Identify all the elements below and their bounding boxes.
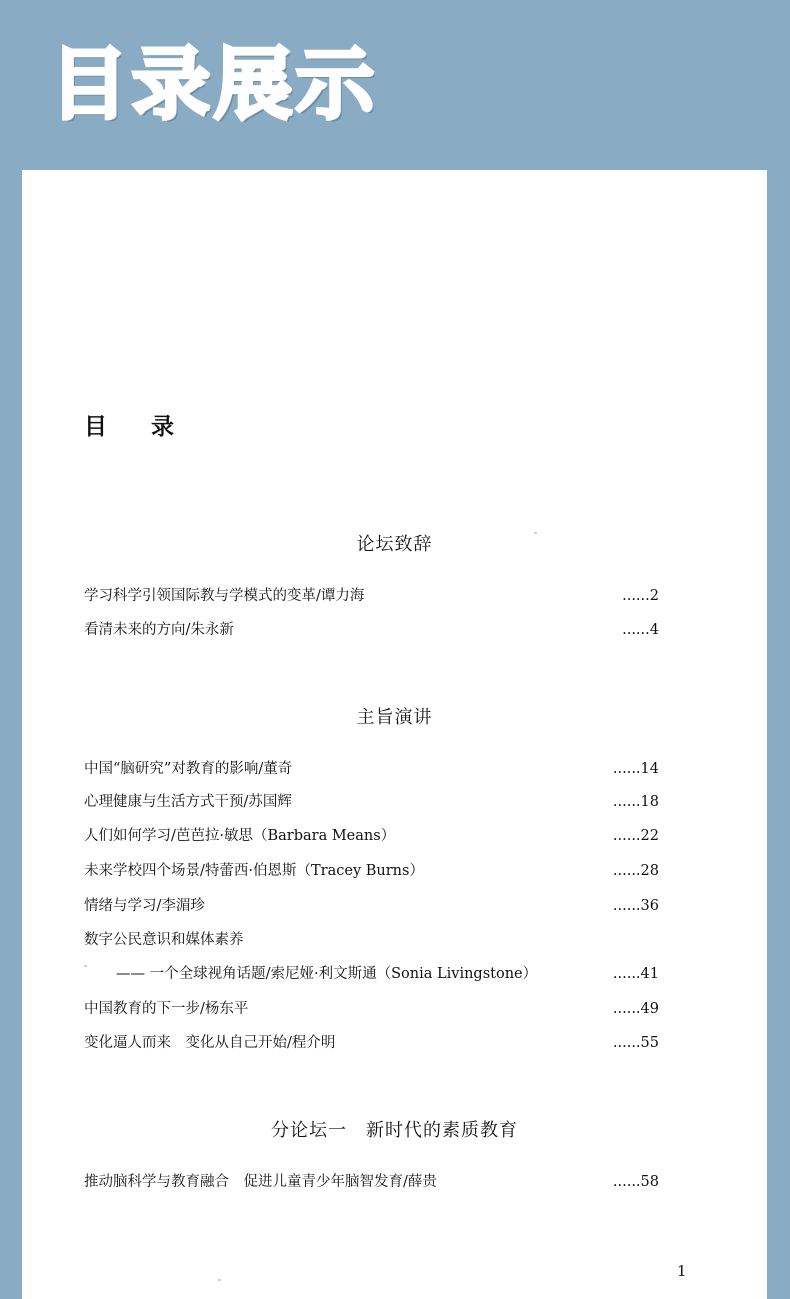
toc-entry[interactable] xyxy=(84,998,659,1020)
toc-entry-page: ......22 xyxy=(612,828,659,844)
toc-page xyxy=(22,170,767,1299)
toc-entry-title: 数字公民意识和媒体素养 xyxy=(84,932,244,948)
toc-entry[interactable] xyxy=(84,825,659,847)
toc-entry-page: ......4 xyxy=(622,622,659,638)
toc-entry-page: ......58 xyxy=(612,1174,659,1190)
toc-entry-title: 情绪与学习/李湄珍 xyxy=(84,898,205,914)
toc-heading: 目 录 xyxy=(84,414,193,440)
print-speck xyxy=(534,532,537,534)
toc-entry-title: 变化逼人而来 变化从自己开始/程介明 xyxy=(84,1035,336,1051)
toc-entry[interactable] xyxy=(84,1032,659,1054)
toc-entry[interactable] xyxy=(84,1171,659,1193)
toc-entry-title: 中国“脑研究”对教育的影响/董奇 xyxy=(84,761,293,777)
toc-entry-title: 人们如何学习/芭芭拉·敏思（Barbara Means） xyxy=(84,828,396,844)
toc-entry-title: 未来学校四个场景/特蕾西·伯恩斯（Tracey Burns） xyxy=(84,863,424,879)
section-title-keynote: 主旨演讲 xyxy=(356,707,433,728)
banner-title xyxy=(50,40,378,130)
toc-entry[interactable] xyxy=(84,791,659,813)
banner-title-text: 目录展示 xyxy=(50,40,379,130)
toc-entry[interactable] xyxy=(84,860,659,882)
toc-entry[interactable] xyxy=(84,619,659,641)
toc-entry-title: —— 一个全球视角话题/索尼娅·利文斯通（Sonia Livingstone） xyxy=(116,966,538,982)
toc-entry[interactable] xyxy=(84,895,659,917)
toc-entry-page: ......2 xyxy=(622,588,659,604)
toc-entry-subtitle[interactable] xyxy=(84,963,659,985)
print-speck xyxy=(218,1279,221,1281)
toc-entry[interactable] xyxy=(84,758,659,780)
toc-entry-page: ......41 xyxy=(612,966,659,982)
toc-entry[interactable] xyxy=(84,585,659,607)
page-number: 1 xyxy=(677,1262,687,1280)
toc-entry-page: ......55 xyxy=(612,1035,659,1051)
toc-entry-title: 看清未来的方向/朱永新 xyxy=(84,622,234,638)
toc-entry[interactable] xyxy=(84,929,659,951)
toc-entry-title: 学习科学引领国际教与学模式的变革/谭力海 xyxy=(84,588,365,604)
toc-entry-page: ......28 xyxy=(612,863,659,879)
toc-entry-page: ......36 xyxy=(612,898,659,914)
toc-entry-page: ......49 xyxy=(612,1001,659,1017)
toc-entry-title: 推动脑科学与教育融合 促进儿童青少年脑智发育/薛贵 xyxy=(84,1174,437,1190)
toc-entry-title: 中国教育的下一步/杨东平 xyxy=(84,1001,249,1017)
section-title-forum-address: 论坛致辞 xyxy=(356,534,433,555)
print-speck xyxy=(84,965,87,967)
section-title-subforum-one: 分论坛一 新时代的素质教育 xyxy=(271,1120,518,1141)
toc-entry-page: ......18 xyxy=(612,794,659,810)
toc-entry-page: ......14 xyxy=(612,761,659,777)
toc-entry-title: 心理健康与生活方式干预/苏国辉 xyxy=(84,794,292,810)
